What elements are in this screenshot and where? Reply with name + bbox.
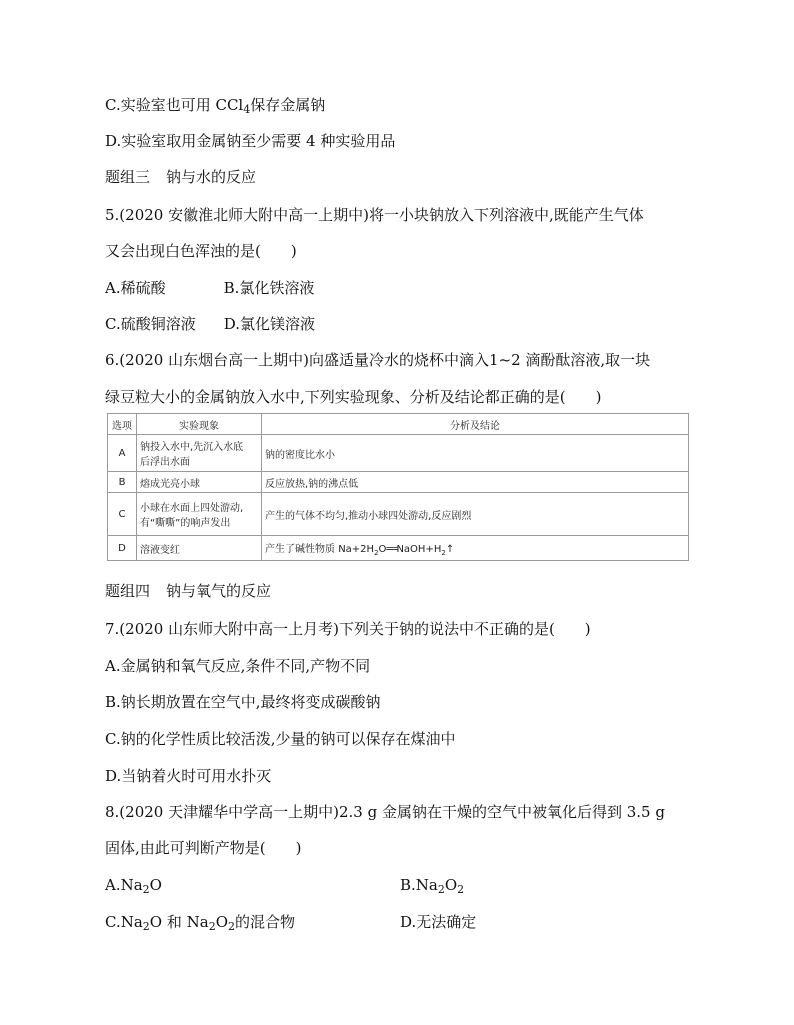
q7-stem: 7.(2020 山东师大附中高一上月考)下列关于钠的说法中不正确的是( ) xyxy=(105,620,591,638)
q4-option-c: C.实验室也可用 CCl$_4$保存金属钠 xyxy=(105,96,326,116)
q7-option-a: A.金属钠和氧气反应,条件不同,产物不同 xyxy=(105,657,371,675)
group3-heading: 题组三 钠与水的反应 xyxy=(105,168,257,186)
q5-stem-line2: 又会出现白色浑浊的是( ) xyxy=(105,242,297,260)
q8-stem-line1: 8.(2020 天津耀华中学高一上期中)2.3 g 金属钠在干燥的空气中被氧化后得到 3.5 g xyxy=(105,803,665,821)
group4-heading: 题组四 钠与氧气的反应 xyxy=(105,582,272,600)
header-phenomenon: 实验现象 xyxy=(137,414,262,435)
q7-option-c: C.钠的化学性质比较活泼,少量的钠可以保存在煤油中 xyxy=(105,730,456,748)
table-row: C 小球在水面上四处游动, 有“嘶嘶”的响声发出 产生的气体不均匀,推动小球四处游动,反应剧烈 xyxy=(108,493,689,536)
q4-option-d: D.实验室取用金属钠至少需要 4 种实验用品 xyxy=(105,132,396,150)
header-option: 选项 xyxy=(108,414,137,435)
table-row: A 钠投入水中,先沉入水底 后浮出水面 钠的密度比水小 xyxy=(108,435,689,472)
experiment-table xyxy=(107,413,689,561)
q5-options-cd xyxy=(105,314,315,334)
q8-stem-line2: 固体,由此可判断产物是( ) xyxy=(105,839,302,857)
q6-stem-line2: 绿豆粒大小的金属钠放入水中,下列实验现象、分析及结论都正确的是( ) xyxy=(105,388,602,406)
table-row: B 熔成光亮小球 反应放热,钠的沸点低 xyxy=(108,472,689,493)
q8-option-b: $B.Na_2O_2$ xyxy=(400,876,465,896)
q5-option-b: B.氯化铁溶液 xyxy=(223,279,315,297)
q5-option-c: C.硫酸铜溶液 xyxy=(105,315,196,333)
reaction-equation: 产生了碱性物质 $Na+2H_2O══NaOH+H_2↑$ xyxy=(262,536,689,561)
q8-option-d: D.无法确定 xyxy=(400,913,477,931)
q7-option-d: D.当钠着火时可用水扑灭 xyxy=(105,767,272,785)
q5-option-d: D.氯化镁溶液 xyxy=(223,315,315,333)
header-analysis: 分析及结论 xyxy=(262,414,689,435)
table-header-row xyxy=(108,414,689,435)
q6-stem-line1: 6.(2020 山东烟台高一上期中)向盛适量冷水的烧杯中滴入1~2 滴酚酞溶液,取一块 xyxy=(105,351,651,369)
q8-option-a: $A.Na_2O$ xyxy=(105,876,162,896)
q5-stem-line1: 5.(2020 安徽淮北师大附中高一上期中)将一小块钠放入下列溶液中,既能产生气体 xyxy=(105,206,644,224)
q7-option-b: B.钠长期放置在空气中,最终将变成碳酸钠 xyxy=(105,693,381,711)
table-row: D 溶液变红 产生了碱性物质 $Na+2H_2O══NaOH+H_2↑$ xyxy=(108,536,689,561)
q8-option-c: $C.Na_2O$ 和 $Na_2O_2$的混合物 xyxy=(105,913,296,933)
q5-option-a: A.稀硫酸 xyxy=(105,279,166,297)
q5-options-ab xyxy=(105,278,314,298)
